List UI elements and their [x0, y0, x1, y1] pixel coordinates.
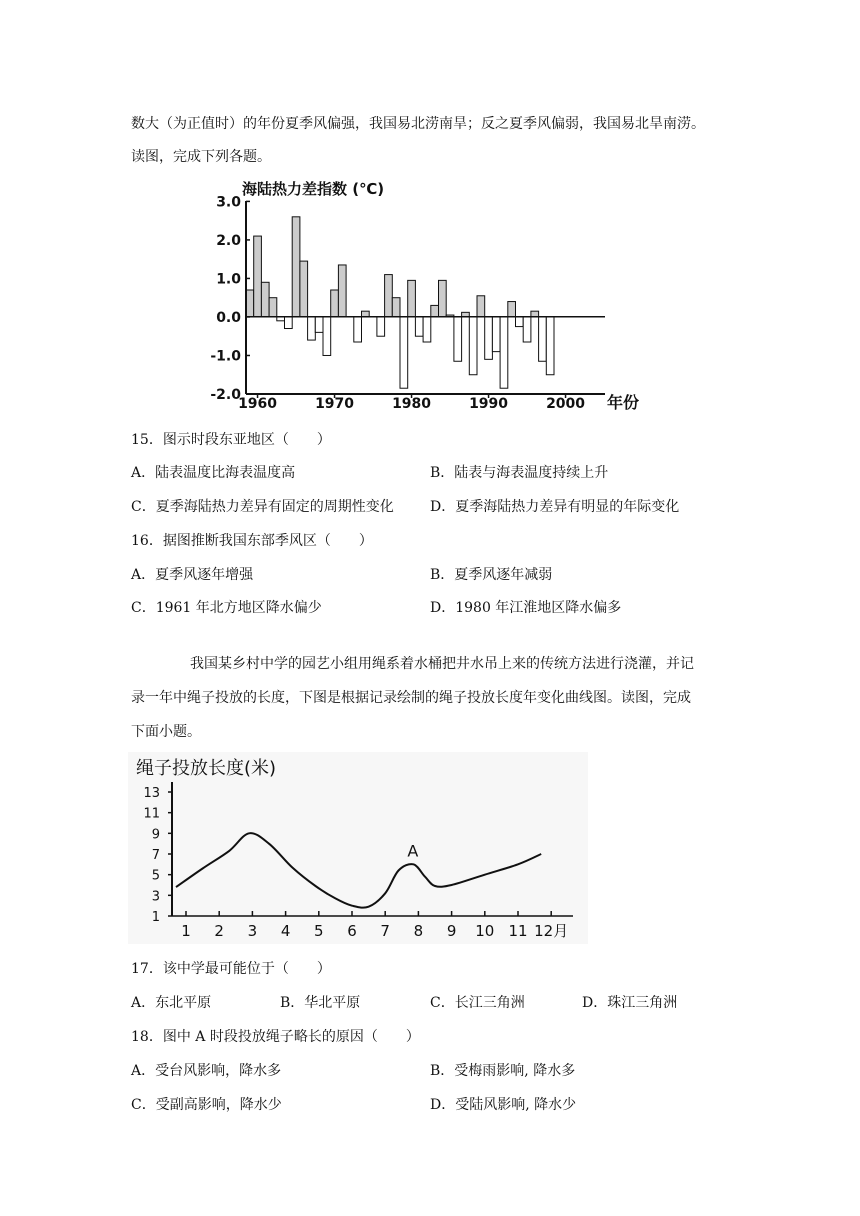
bar: [331, 290, 339, 317]
bar: [269, 298, 277, 317]
line-x-tick-label: 3: [247, 922, 258, 940]
bar: [246, 290, 254, 317]
bar: [285, 317, 293, 329]
q15-option-d[interactable]: D．夏季海陆热力差异有明显的年际变化: [430, 499, 680, 515]
q16-option-d[interactable]: D．1980 年江淮地区降水偏多: [430, 600, 622, 616]
bar: [354, 317, 362, 342]
line-y-tick-label: 9: [151, 827, 160, 843]
q18-option-c[interactable]: C．受副高影响，降水少: [131, 1097, 282, 1113]
bar: [423, 317, 431, 342]
bar: [508, 302, 516, 317]
line-y-tick-label: 13: [143, 786, 160, 801]
bar: [477, 296, 485, 317]
bar: [454, 317, 462, 361]
line-x-tick-label: 7: [380, 922, 390, 940]
bar: [315, 317, 323, 332]
bar-chart-xlabel: 年份: [607, 393, 640, 412]
q17-option-b[interactable]: B．华北平原: [280, 995, 361, 1011]
bar: [338, 265, 346, 317]
bar-x-tick-label: 1980: [392, 396, 432, 412]
bar-x-tick-label: 2000: [546, 396, 586, 412]
q15-option-a[interactable]: A．陆表温度比海表温度高: [131, 465, 296, 481]
annotation-a: A: [407, 841, 419, 861]
passage-line-2: 录一年中绳子投放的长度，下图是根据记录绘制的绳子投放长度年变化曲线图。读图，完成: [131, 690, 691, 706]
bar-y-tick-label: 1.0: [216, 271, 241, 288]
line-y-tick-label: 1: [151, 910, 160, 925]
q16-option-a[interactable]: A．夏季风逐年增强: [131, 567, 254, 583]
intro-line-1: 数大（为正值时）的年份夏季风偏强，我国易北涝南旱；反之夏季风偏弱，我国易北旱南涝。: [131, 116, 705, 132]
q17-stem: 17．该中学最可能位于（ ）: [131, 961, 331, 977]
line-y-tick-label: 11: [143, 806, 160, 822]
q15-option-b[interactable]: B．陆表与海表温度持续上升: [430, 465, 609, 481]
q17-option-a[interactable]: A．东北平原: [131, 995, 212, 1011]
bar: [308, 317, 316, 340]
bar-x-tick-label: 1970: [315, 396, 355, 412]
bar: [400, 317, 408, 388]
line-x-tick-label: 10: [475, 922, 495, 940]
bar: [300, 261, 308, 317]
bar: [323, 317, 331, 356]
line-x-tick-label: 2: [214, 922, 224, 940]
q16-option-c[interactable]: C．1961 年北方地区降水偏少: [131, 600, 322, 616]
bar: [385, 275, 393, 317]
bar-chart: [200, 176, 680, 416]
line-x-tick-label: 6: [347, 922, 357, 940]
line-chart: [128, 752, 588, 944]
q15-stem: 15．图示时段东亚地区（ ）: [131, 432, 331, 448]
bar-x-tick-label: 1990: [469, 396, 509, 412]
passage-line-1: 我国某乡村中学的园艺小组用绳系着水桶把井水吊上来的传统方法进行浇灌，并记: [190, 656, 694, 672]
q18-option-b[interactable]: B．受梅雨影响, 降水多: [430, 1063, 576, 1079]
bar-y-tick-label: 0.0: [216, 309, 241, 326]
q18-option-a[interactable]: A．受台风影响，降水多: [131, 1063, 282, 1079]
line-x-tick-label: 4: [280, 922, 291, 940]
bar: [469, 317, 477, 375]
bar-y-tick-label: 2.0: [216, 232, 241, 249]
q17-option-c[interactable]: C．长江三角洲: [430, 995, 525, 1011]
q17-option-d[interactable]: D．珠江三角洲: [582, 995, 678, 1011]
line-y-tick-label: 5: [151, 868, 160, 884]
q18-stem: 18．图中 A 时段投放绳子略长的原因（ ）: [131, 1029, 420, 1045]
passage-line-3: 下面小题。: [131, 724, 201, 740]
bar-y-tick-label: 3.0: [216, 194, 241, 211]
bar-chart-title: 海陆热力差指数 (℃): [242, 180, 385, 198]
line-x-tick-label: 12月: [534, 922, 569, 940]
line-y-tick-label: 7: [151, 848, 160, 863]
bar-x-tick-label: 1960: [238, 396, 278, 412]
bar: [408, 280, 416, 317]
line-y-tick-label: 3: [151, 889, 160, 905]
bar-y-tick-label: -2.0: [210, 387, 241, 403]
bar: [539, 317, 547, 361]
bar: [415, 317, 423, 336]
line-x-tick-label: 11: [508, 922, 528, 940]
bar: [431, 305, 439, 317]
bar: [485, 317, 493, 359]
bar: [377, 317, 385, 336]
bar: [439, 280, 447, 317]
line-x-tick-label: 8: [413, 922, 424, 940]
bar: [261, 282, 269, 317]
bar: [523, 317, 531, 342]
bar-y-tick-label: -1.0: [210, 348, 241, 365]
q16-stem: 16．据图推断我国东部季风区（ ）: [131, 533, 373, 549]
bar: [492, 317, 500, 352]
bar: [392, 298, 400, 317]
bar: [516, 317, 524, 327]
line-chart-title: 绳子投放长度(米): [136, 758, 277, 779]
q18-option-d[interactable]: D．受陆风影响, 降水少: [430, 1097, 577, 1113]
q16-option-b[interactable]: B．夏季风逐年减弱: [430, 567, 553, 583]
line-x-tick-label: 1: [181, 922, 191, 940]
bar: [292, 217, 300, 317]
bar: [254, 236, 262, 317]
bar: [500, 317, 508, 388]
q15-option-c[interactable]: C．夏季海陆热力差异有固定的周期性变化: [131, 499, 394, 515]
line-x-tick-label: 5: [314, 922, 324, 940]
intro-line-2: 读图，完成下列各题。: [131, 149, 271, 165]
bar: [546, 317, 554, 375]
line-x-tick-label: 9: [446, 922, 457, 940]
